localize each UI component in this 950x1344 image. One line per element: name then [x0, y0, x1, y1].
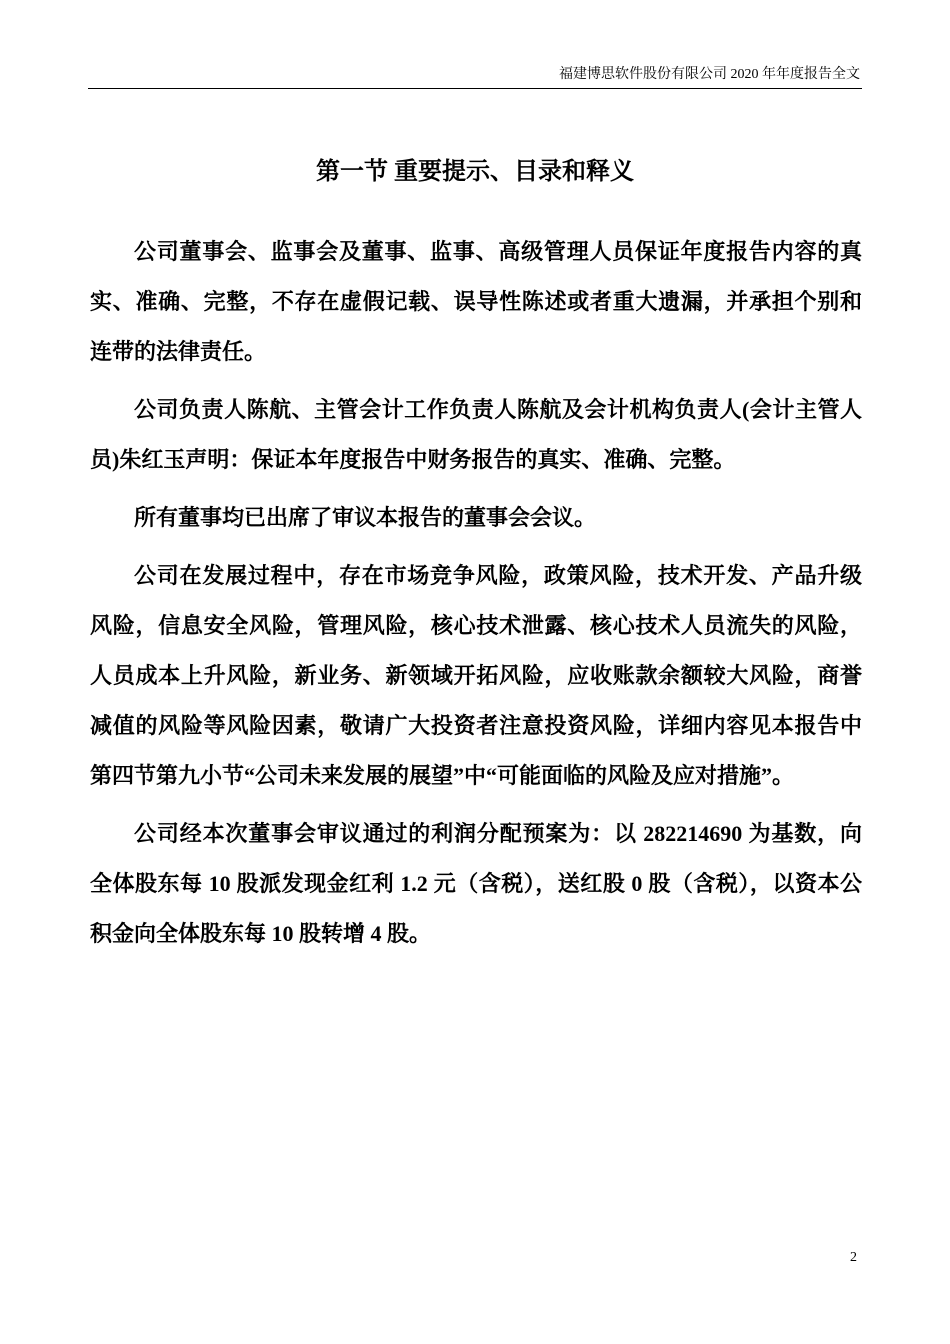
paragraph-directors-attendance: [90, 493, 862, 543]
paragraph-line: 第四节第九小节“公司未来发展的展望”中“可能面临的风险及应对措施”。: [90, 763, 795, 788]
paragraph-profit-distribution: [90, 809, 862, 959]
paragraph-responsible-persons: [90, 385, 862, 485]
paragraph-line: 人员成本上升风险，新业务、新领域开拓风险，应收账款余额较大风险，商誉: [90, 663, 862, 688]
paragraph-line: 员)朱红玉声明：保证本年度报告中财务报告的真实、准确、完整。: [90, 447, 736, 472]
paragraph-line: 公司经本次董事会审议通过的利润分配预案为：以 282214690 为基数，向: [134, 821, 862, 846]
paragraph-line: 积金向全体股东每 10 股转增 4 股。: [90, 921, 432, 946]
paragraph-line: 连带的法律责任。: [90, 339, 267, 364]
paragraph-line: 实、准确、完整，不存在虚假记载、误导性陈述或者重大遗漏，并承担个别和: [90, 289, 862, 314]
header-rule: [88, 88, 862, 89]
paragraph-line: 公司董事会、监事会及董事、监事、高级管理人员保证年度报告内容的真: [134, 239, 862, 264]
paragraph-line: 所有董事均已出席了审议本报告的董事会会议。: [134, 505, 597, 530]
paragraph-line: 减值的风险等风险因素，敬请广大投资者注意投资风险，详细内容见本报告中: [90, 713, 862, 738]
paragraph-risk-factors: [90, 551, 862, 801]
section-title: 第一节 重要提示、目录和释义: [316, 159, 634, 185]
paragraph-line: 公司负责人陈航、主管会计工作负责人陈航及会计机构负责人(会计主管人: [134, 397, 862, 422]
page-number: 2: [850, 1250, 857, 1265]
paragraph-line: 风险，信息安全风险，管理风险，核心技术泄露、核心技术人员流失的风险，: [90, 613, 862, 638]
running-header: 福建博思软件股份有限公司 2020 年年度报告全文: [559, 67, 860, 82]
paragraph-line: 公司在发展过程中，存在市场竞争风险，政策风险，技术开发、产品升级: [134, 563, 862, 588]
paragraph-line: 全体股东每 10 股派发现金红利 1.2 元（含税），送红股 0 股（含税），以资本公: [90, 871, 862, 896]
body-text: [90, 227, 862, 967]
paragraph-board-assurance: [90, 227, 862, 377]
